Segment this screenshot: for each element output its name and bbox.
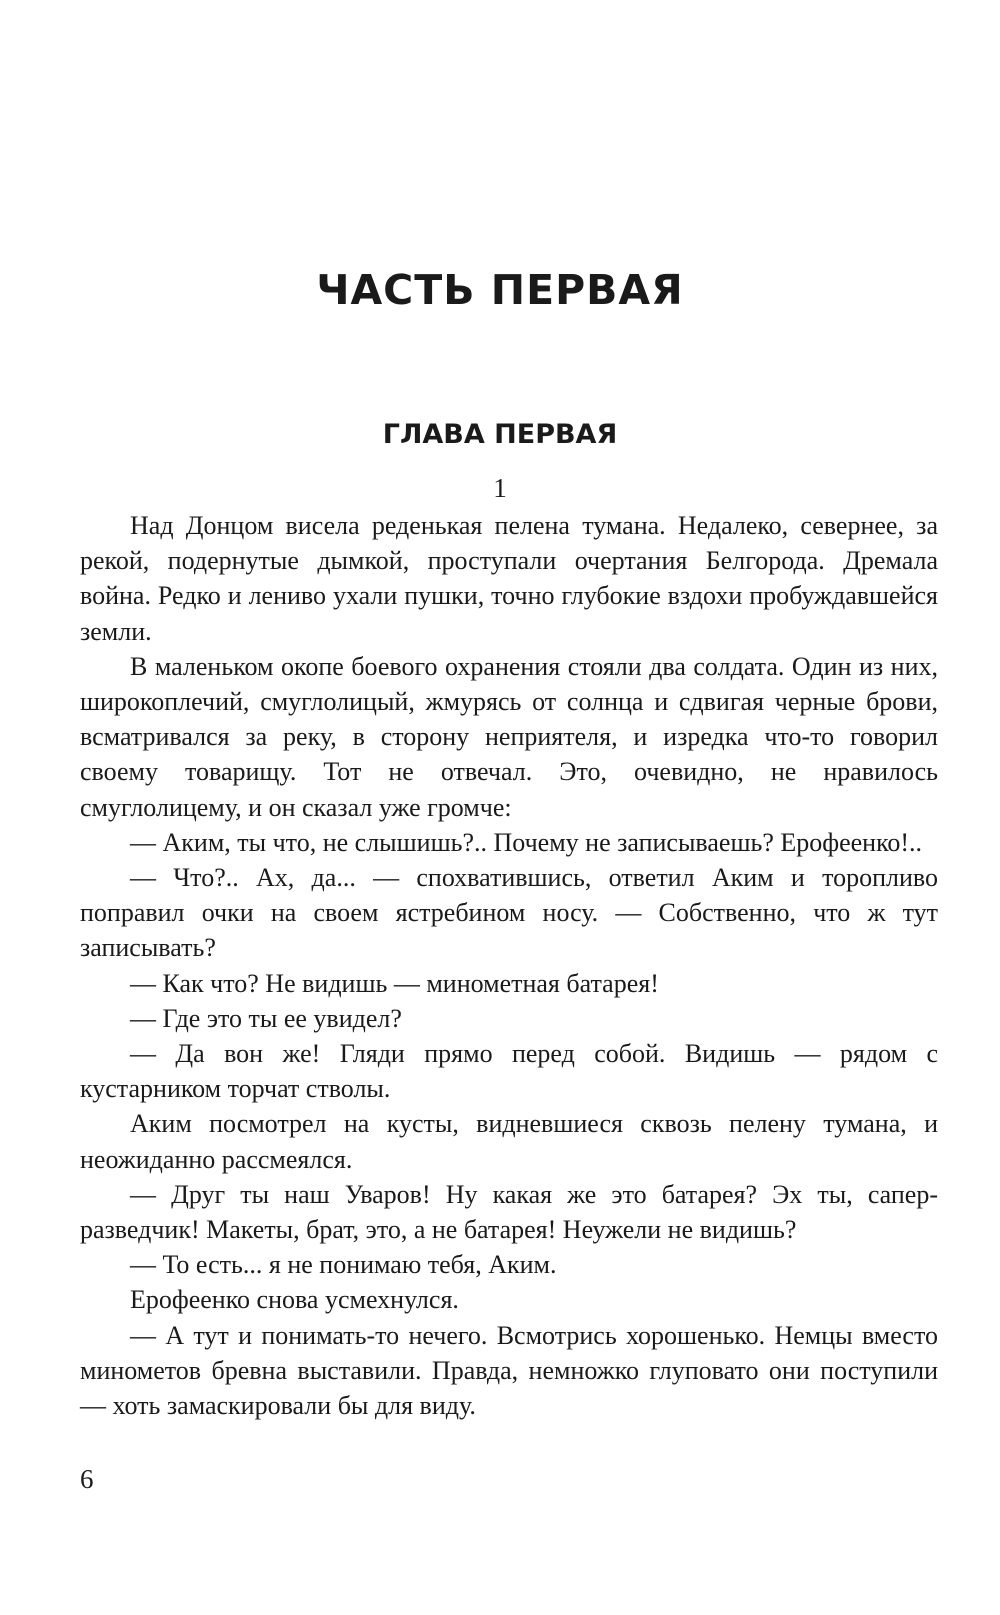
paragraph: — Друг ты наш Уваров! Ну какая же это батарея? Эх ты, сапер-разведчик! Макеты, брат, это, а не батарея! Неужели не видишь? (80, 1179, 938, 1245)
paragraph: Аким посмотрел на кусты, видневшиеся сквозь пелену тумана, и неожиданно рассмеялся. (80, 1109, 938, 1174)
paragraph: — То есть... я не понимаю тебя, Аким. (130, 1250, 557, 1280)
page-number: 6 (80, 1464, 94, 1494)
paragraph: — А тут и понимать-то нечего. Всмотрись хорошенько. Немцы вместо минометов бревна выставили. Правда, немножко глуповато они поступили — хоть замаскировали бы для виду. (80, 1320, 938, 1421)
paragraph: — Где это ты ее увидел? (130, 1003, 402, 1033)
paragraph: Ерофеенко снова усмехнулся. (130, 1285, 459, 1315)
paragraph: — Что?.. Ах, да... — спохватившись, ответил Аким и торопливо поправил очки на своем ястребином носу. — Собственно, что ж тут записывать? (80, 863, 938, 963)
paragraph: В маленьком окопе боевого охранения стояли два солдата. Один из них, широкоплечий, смуглолицый, жмурясь от солнца и сдвигая черные брови, всматривался за реку, в сторону неприятеля, и изредка что-то говорил своему товарищу. Тот не отвечал. Это, очевидно, не нравилось смуглолицему, и он сказал уже громче: (80, 651, 938, 822)
paragraph: — Да вон же! Гляди прямо перед собой. Видишь — рядом с кустарником торчат стволы. (80, 1039, 938, 1104)
paragraph: Над Донцом висела реденькая пелена тумана. Недалеко, севернее, за рекой, подернутые дымкой, проступали очертания Белгорода. Дремала война. Редко и лениво ухали пушки, точно глубокие вздохи пробуждавшейся земли. (80, 511, 938, 646)
chapter-title: ГЛАВА ПЕРВАЯ (382, 419, 618, 450)
section-number: 1 (493, 473, 507, 503)
paragraph: — Аким, ты что, не слышишь?.. Почему не записываешь? Ерофеенко!.. (130, 827, 923, 857)
part-title: ЧАСТЬ ПЕРВАЯ (316, 266, 684, 314)
body-text (80, 508, 938, 1423)
paragraph: — Как что? Не видишь — минометная батарея! (130, 968, 659, 998)
